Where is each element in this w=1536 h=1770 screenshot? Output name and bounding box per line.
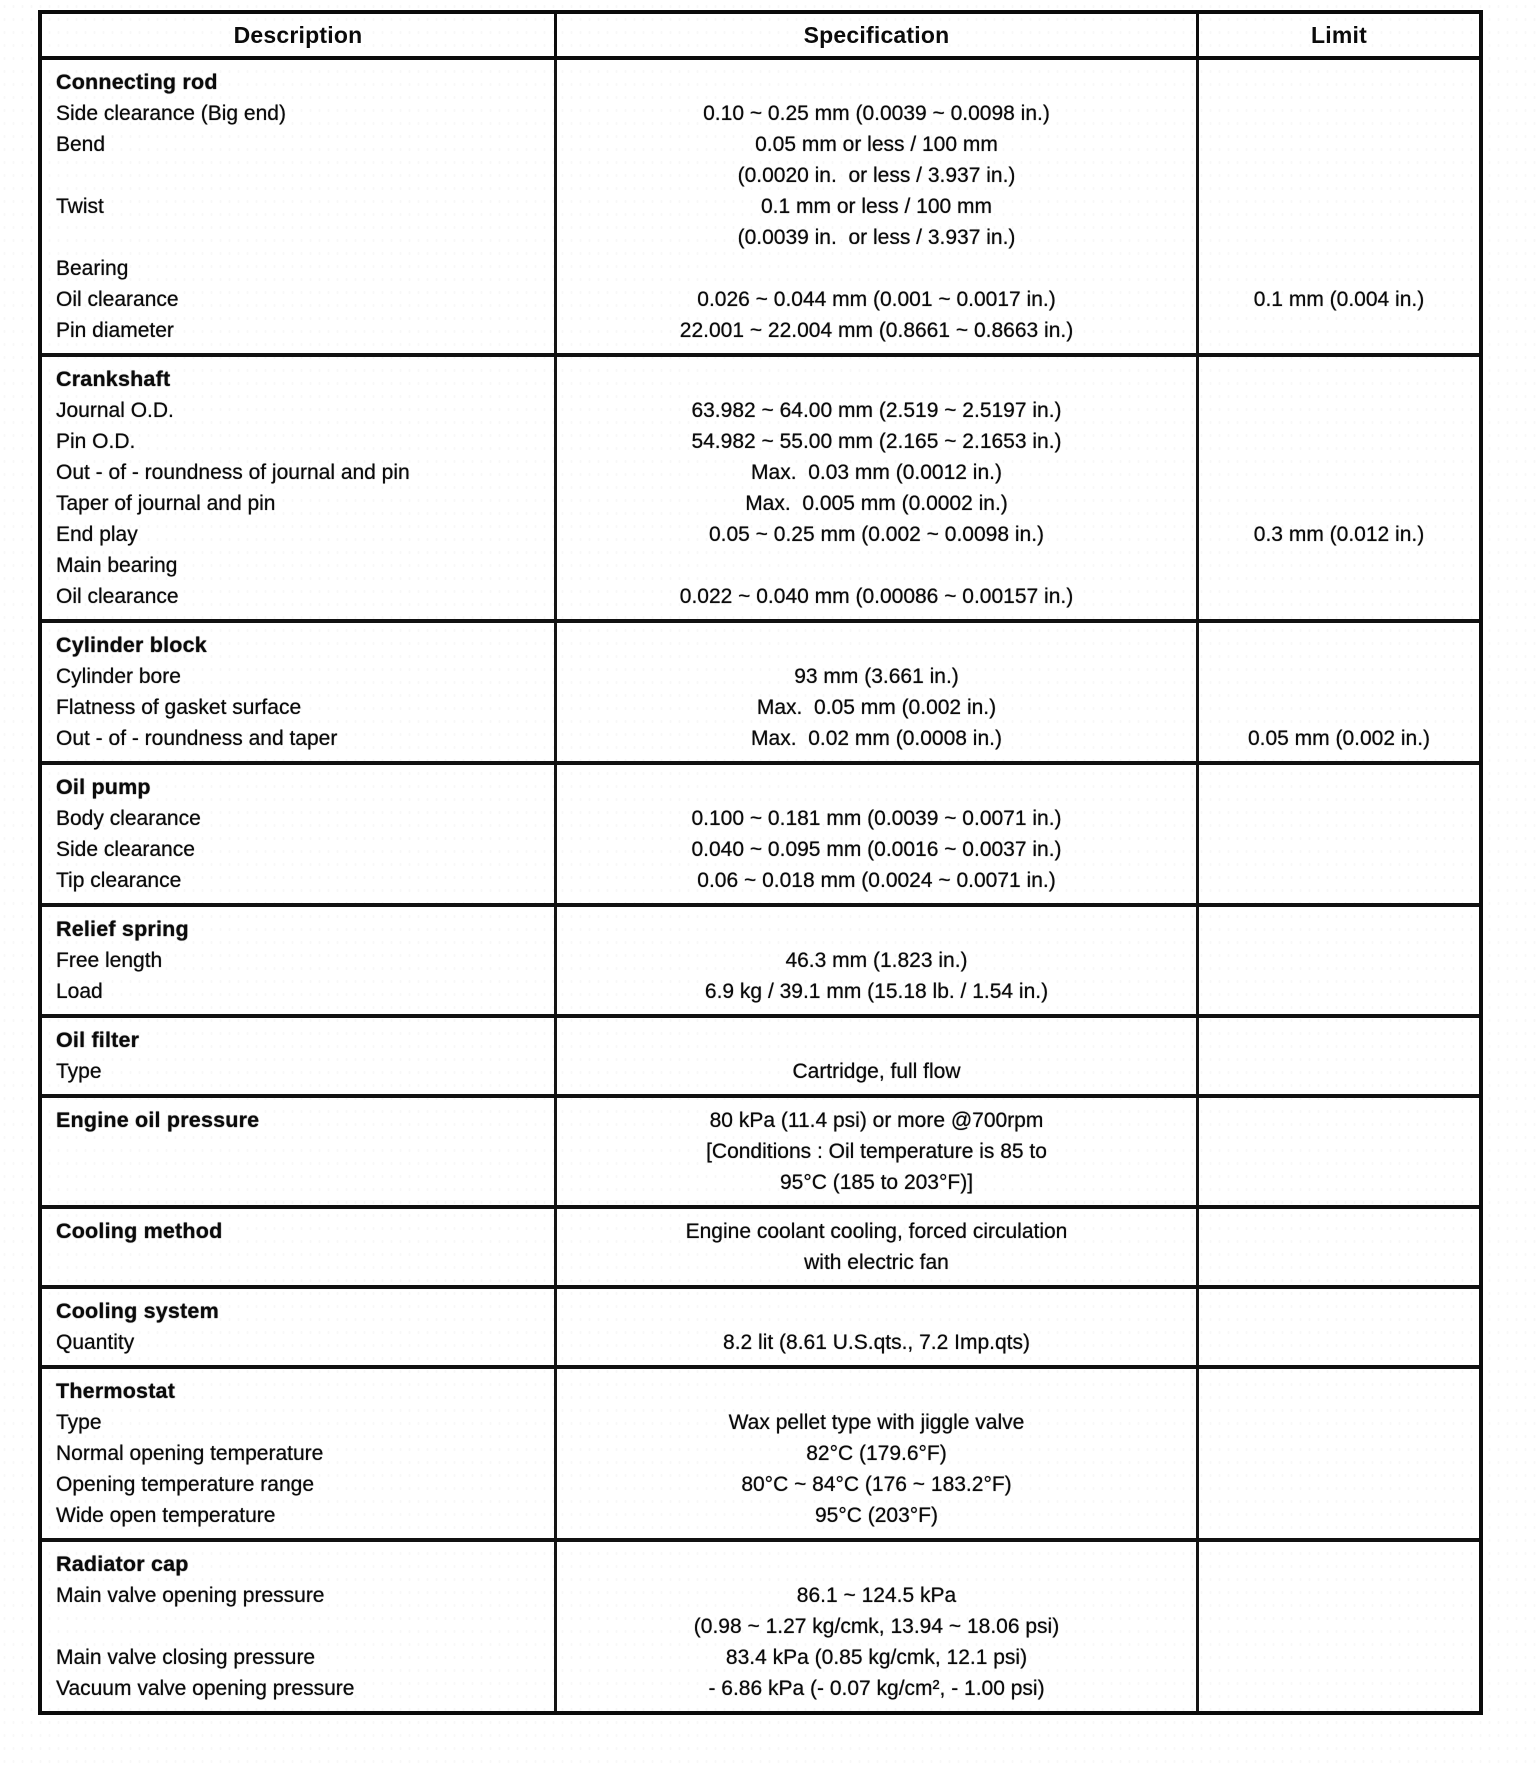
description-line: Oil clearance xyxy=(56,288,179,311)
specification-cell-oil-filter xyxy=(554,1018,1196,1094)
specification-line: Engine coolant cooling, forced circulation xyxy=(685,1220,1068,1243)
limit-line xyxy=(1203,1611,1475,1642)
description-line: Type xyxy=(56,1060,102,1083)
limit-line xyxy=(1203,364,1475,395)
specification-line xyxy=(561,1376,1192,1407)
specification-line: 80 kPa (11.4 psi) or more @700rpm xyxy=(709,1109,1044,1132)
section-cooling-system xyxy=(42,1285,1479,1365)
specification-cell-thermostat xyxy=(554,1369,1196,1538)
limit-line xyxy=(1203,1216,1475,1247)
limit-line xyxy=(1203,865,1475,896)
specification-line: [Conditions : Oil temperature is 85 to xyxy=(706,1140,1047,1163)
limit-line xyxy=(1203,976,1475,1007)
specification-line: 22.001 ~ 22.004 mm (0.8661 ~ 0.8663 in.) xyxy=(679,319,1074,342)
limit-line xyxy=(1203,1327,1475,1358)
description-line: Quantity xyxy=(56,1331,135,1354)
description-cell-cooling-system xyxy=(42,1289,554,1365)
limit-line xyxy=(1203,581,1475,612)
description-line xyxy=(56,160,546,191)
specification-line: 95°C (203°F) xyxy=(814,1504,938,1527)
limit-cell-crankshaft xyxy=(1196,357,1479,619)
column-header-specification: Specification xyxy=(554,14,1196,56)
section-title: Thermostat xyxy=(56,1379,176,1403)
limit-line xyxy=(1203,129,1475,160)
limit-line xyxy=(1203,914,1475,945)
section-title: Cylinder block xyxy=(56,633,207,657)
limit-value: 0.3 mm (0.012 in.) xyxy=(1253,523,1425,546)
limit-line xyxy=(1203,1642,1475,1673)
description-line: Bend xyxy=(56,133,106,156)
limit-line xyxy=(1203,1376,1475,1407)
description-line xyxy=(56,1167,546,1198)
specification-line: 0.05 ~ 0.25 mm (0.002 ~ 0.0098 in.) xyxy=(708,523,1045,546)
description-line: Pin O.D. xyxy=(56,430,136,453)
specification-line xyxy=(561,1296,1192,1327)
specification-cell-oil-pump xyxy=(554,765,1196,903)
section-title: Oil filter xyxy=(56,1028,140,1052)
specification-cell-cylinder-block xyxy=(554,623,1196,761)
description-line: Vacuum valve opening pressure xyxy=(56,1677,355,1700)
description-line: Type xyxy=(56,1411,102,1434)
specification-line xyxy=(561,550,1192,581)
description-line: Normal opening temperature xyxy=(56,1442,324,1465)
limit-line xyxy=(1203,98,1475,129)
specification-line xyxy=(561,253,1192,284)
limit-line xyxy=(1203,1167,1475,1198)
limit-line xyxy=(1203,457,1475,488)
limit-line xyxy=(1203,395,1475,426)
limit-line xyxy=(1203,692,1475,723)
description-line: Tip clearance xyxy=(56,869,182,892)
specification-line: (0.0039 in. or less / 3.937 in.) xyxy=(737,226,1016,249)
specification-line: 93 mm (3.661 in.) xyxy=(794,665,959,688)
description-line: Bearing xyxy=(56,257,129,280)
description-cell-oil-filter xyxy=(42,1018,554,1094)
section-title: Crankshaft xyxy=(56,367,171,391)
specification-line: 0.040 ~ 0.095 mm (0.0016 ~ 0.0037 in.) xyxy=(691,838,1062,861)
limit-line xyxy=(1203,1247,1475,1278)
limit-cell-oil-filter xyxy=(1196,1018,1479,1094)
description-line: Cylinder bore xyxy=(56,665,181,688)
limit-line xyxy=(1203,488,1475,519)
specification-cell-cooling-method xyxy=(554,1209,1196,1285)
limit-line xyxy=(1203,1549,1475,1580)
limit-cell-cylinder-block xyxy=(1196,623,1479,761)
specification-line: with electric fan xyxy=(804,1251,949,1274)
limit-line xyxy=(1203,1469,1475,1500)
column-header-limit: Limit xyxy=(1196,14,1479,56)
specification-line: 6.9 kg / 39.1 mm (15.18 lb. / 1.54 in.) xyxy=(704,980,1049,1003)
limit-line xyxy=(1203,834,1475,865)
limit-line xyxy=(1203,661,1475,692)
table-body xyxy=(42,60,1479,1711)
limit-line xyxy=(1203,1580,1475,1611)
description-line: Twist xyxy=(56,195,104,218)
description-line: Flatness of gasket surface xyxy=(56,696,302,719)
description-line: Journal O.D. xyxy=(56,399,174,422)
description-line: Side clearance (Big end) xyxy=(56,102,286,125)
limit-line xyxy=(1203,630,1475,661)
limit-line xyxy=(1203,315,1475,346)
section-crankshaft xyxy=(42,353,1479,619)
limit-line xyxy=(1203,1136,1475,1167)
description-line: Out - of - roundness of journal and pin xyxy=(56,461,410,484)
specification-line: Max. 0.02 mm (0.0008 in.) xyxy=(751,727,1002,750)
section-engine-oil-pressure xyxy=(42,1094,1479,1205)
limit-line xyxy=(1203,1407,1475,1438)
description-line xyxy=(56,1247,546,1278)
specification-line xyxy=(561,364,1192,395)
limit-cell-engine-oil-pressure xyxy=(1196,1098,1479,1205)
limit-value: 0.1 mm (0.004 in.) xyxy=(1253,288,1425,311)
specification-line: 46.3 mm (1.823 in.) xyxy=(785,949,968,972)
specification-line: Wax pellet type with jiggle valve xyxy=(728,1411,1025,1434)
description-line: Taper of journal and pin xyxy=(56,492,276,515)
limit-cell-thermostat xyxy=(1196,1369,1479,1538)
section-title: Radiator cap xyxy=(56,1552,189,1576)
limit-line xyxy=(1203,160,1475,191)
specification-cell-engine-oil-pressure xyxy=(554,1098,1196,1205)
description-line: Body clearance xyxy=(56,807,201,830)
engine-specification-table xyxy=(38,10,1483,1715)
section-title: Connecting rod xyxy=(56,70,218,94)
section-relief-spring xyxy=(42,903,1479,1014)
description-cell-cooling-method xyxy=(42,1209,554,1285)
section-title: Cooling system xyxy=(56,1299,219,1323)
limit-cell-oil-pump xyxy=(1196,765,1479,903)
specification-line: Max. 0.05 mm (0.002 in.) xyxy=(756,696,997,719)
limit-value: 0.05 mm (0.002 in.) xyxy=(1247,727,1431,750)
specification-line: (0.0020 in. or less / 3.937 in.) xyxy=(737,164,1016,187)
description-line: End play xyxy=(56,523,138,546)
description-cell-cylinder-block xyxy=(42,623,554,761)
limit-line xyxy=(1203,67,1475,98)
description-line: Wide open temperature xyxy=(56,1504,276,1527)
description-cell-relief-spring xyxy=(42,907,554,1014)
specification-line: 0.026 ~ 0.044 mm (0.001 ~ 0.0017 in.) xyxy=(697,288,1056,311)
specification-line xyxy=(561,67,1192,98)
section-connecting-rod xyxy=(42,60,1479,353)
specification-line: 86.1 ~ 124.5 kPa xyxy=(796,1584,957,1607)
limit-line xyxy=(1203,253,1475,284)
table-header-row xyxy=(42,14,1479,60)
limit-line xyxy=(1203,1105,1475,1136)
specification-line: 0.05 mm or less / 100 mm xyxy=(755,133,998,156)
limit-cell-cooling-system xyxy=(1196,1289,1479,1365)
specification-line: 83.4 kPa (0.85 kg/cmk, 12.1 psi) xyxy=(725,1646,1028,1669)
description-line: Oil clearance xyxy=(56,585,179,608)
limit-line xyxy=(1203,1296,1475,1327)
specification-line: 0.10 ~ 0.25 mm (0.0039 ~ 0.0098 in.) xyxy=(703,102,1050,125)
description-line: Free length xyxy=(56,949,163,972)
specification-line xyxy=(561,1549,1192,1580)
specification-line: 0.022 ~ 0.040 mm (0.00086 ~ 0.00157 in.) xyxy=(679,585,1074,608)
limit-line xyxy=(1203,803,1475,834)
limit-cell-radiator-cap xyxy=(1196,1542,1479,1711)
description-cell-engine-oil-pressure xyxy=(42,1098,554,1205)
limit-cell-relief-spring xyxy=(1196,907,1479,1014)
specification-cell-crankshaft xyxy=(554,357,1196,619)
specification-cell-cooling-system xyxy=(554,1289,1196,1365)
column-header-description: Description xyxy=(233,22,363,48)
section-cooling-method xyxy=(42,1205,1479,1285)
limit-line xyxy=(1203,1025,1475,1056)
limit-line xyxy=(1203,772,1475,803)
section-title: Engine oil pressure xyxy=(56,1108,260,1132)
specification-line: Max. 0.005 mm (0.0002 in.) xyxy=(745,492,1008,515)
description-line: Out - of - roundness and taper xyxy=(56,727,338,750)
description-line: Main bearing xyxy=(56,554,178,577)
specification-line: 95°C (185 to 203°F)] xyxy=(779,1171,974,1194)
specification-line: 0.06 ~ 0.018 mm (0.0024 ~ 0.0071 in.) xyxy=(697,869,1056,892)
section-radiator-cap xyxy=(42,1538,1479,1711)
description-cell-thermostat xyxy=(42,1369,554,1538)
specification-line: Max. 0.03 mm (0.0012 in.) xyxy=(751,461,1002,484)
description-cell-crankshaft xyxy=(42,357,554,619)
limit-line xyxy=(1203,1500,1475,1531)
description-line: Load xyxy=(56,980,103,1003)
description-line xyxy=(56,1611,546,1642)
limit-line xyxy=(1203,1056,1475,1087)
description-line xyxy=(56,222,546,253)
specification-line xyxy=(561,914,1192,945)
description-line: Main valve opening pressure xyxy=(56,1584,325,1607)
specification-cell-radiator-cap xyxy=(554,1542,1196,1711)
section-title: Relief spring xyxy=(56,917,189,941)
description-line: Opening temperature range xyxy=(56,1473,314,1496)
section-thermostat xyxy=(42,1365,1479,1538)
section-title: Cooling method xyxy=(56,1219,223,1243)
specification-line: 0.1 mm or less / 100 mm xyxy=(760,195,993,218)
description-line: Side clearance xyxy=(56,838,195,861)
specification-line xyxy=(561,630,1192,661)
specification-line: (0.98 ~ 1.27 kg/cmk, 13.94 ~ 18.06 psi) xyxy=(693,1615,1060,1638)
specification-line: 80°C ~ 84°C (176 ~ 183.2°F) xyxy=(741,1473,1012,1496)
section-oil-pump xyxy=(42,761,1479,903)
specification-line: 8.2 lit (8.61 U.S.qts., 7.2 Imp.qts) xyxy=(723,1331,1030,1354)
specification-line: 54.982 ~ 55.00 mm (2.165 ~ 2.1653 in.) xyxy=(691,430,1062,453)
description-cell-oil-pump xyxy=(42,765,554,903)
limit-line xyxy=(1203,1438,1475,1469)
description-line xyxy=(56,1136,546,1167)
section-cylinder-block xyxy=(42,619,1479,761)
section-title: Oil pump xyxy=(56,775,151,799)
description-line: Main valve closing pressure xyxy=(56,1646,316,1669)
description-cell-connecting-rod xyxy=(42,60,554,353)
section-oil-filter xyxy=(42,1014,1479,1094)
limit-cell-cooling-method xyxy=(1196,1209,1479,1285)
specification-cell-relief-spring xyxy=(554,907,1196,1014)
specification-line xyxy=(561,1025,1192,1056)
specification-line: 82°C (179.6°F) xyxy=(806,1442,947,1465)
specification-line xyxy=(561,772,1192,803)
specification-line: 0.100 ~ 0.181 mm (0.0039 ~ 0.0071 in.) xyxy=(691,807,1062,830)
specification-line: Cartridge, full flow xyxy=(792,1060,961,1083)
description-cell-radiator-cap xyxy=(42,1542,554,1711)
specification-line: - 6.86 kPa (- 0.07 kg/cm², - 1.00 psi) xyxy=(708,1677,1045,1700)
limit-line xyxy=(1203,191,1475,222)
limit-line xyxy=(1203,1673,1475,1704)
limit-line xyxy=(1203,945,1475,976)
specification-cell-connecting-rod xyxy=(554,60,1196,353)
limit-line xyxy=(1203,222,1475,253)
limit-cell-connecting-rod xyxy=(1196,60,1479,353)
limit-line xyxy=(1203,426,1475,457)
specification-line: 63.982 ~ 64.00 mm (2.519 ~ 2.5197 in.) xyxy=(691,399,1062,422)
description-line: Pin diameter xyxy=(56,319,174,342)
limit-line xyxy=(1203,550,1475,581)
